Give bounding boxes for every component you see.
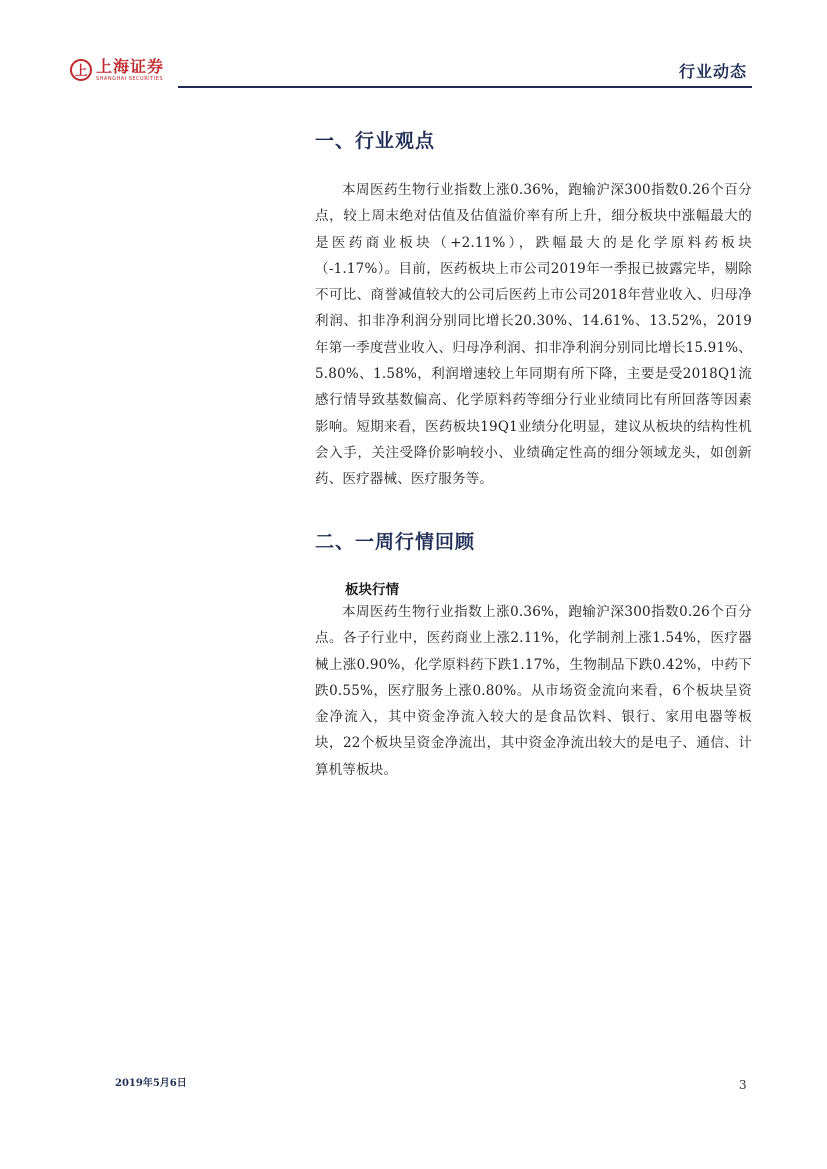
weekly-review-paragraph: 本周医药生物行业指数上涨0.36%，跑输沪深300指数0.26个百分点。各子行业中，医药商业上涨2.11%，化学制剂上涨1.54%，医疗器械上涨0.90%，化学原料药下跌1.17%，生物制品下跌0.42%，中药下跌0.55%，医疗服务上涨0.80%。从市场资金流向来看，6个板块呈资金净流入，其中资金净流入较大的是食品饮料、银行、家用电器等板块，22个板块呈资金净流出，其中资金净流出较大的是电子、通信、计算机等板块。 <box>315 604 752 778</box>
report-type-title: 行业动态 <box>678 62 747 81</box>
header-divider <box>178 86 752 88</box>
logo-chinese-name: 上海证券 <box>96 57 165 76</box>
section-heading-industry-view: 一、行业观点 <box>315 130 436 152</box>
logo-emblem-icon: 上 <box>70 59 92 81</box>
footer-date: 2019年5月6日 <box>115 1078 187 1089</box>
page-number: 3 <box>739 1078 747 1092</box>
company-logo <box>70 58 164 82</box>
logo-english-name: SHANGHAI SECURITIES <box>96 76 164 82</box>
subheading-sector-market: 板块行情 <box>345 582 399 598</box>
industry-view-paragraph: 本周医药生物行业指数上涨0.36%，跑输沪深300指数0.26个百分点，较上周末绝对估值及估值溢价率有所上升，细分板块中涨幅最大的是医药商业板块（+2.11%），跌幅最大的是化学原料药板块（-1.17%）。目前，医药板块上市公司2019年一季报已披露完毕，剔除不可比、商誉减值较大的公司后医药上市公司2018年营业收入、归母净利润、扣非净利润分别同比增长20.30%、14.61%、13.52%，2019年第一季度营业收入、归母净利润、扣非净利润分别同比增长15.91%、5.80%、1.58%，利润增速较上年同期有所下降，主要是受2018Q1流感行情导致基数偏高、化学原料药等细分行业业绩同比有所回落等因素影响。短期来看，医药板块19Q1业绩分化明显，建议从板块的结构性机会入手，关注受降价影响较小、业绩确定性高的细分领域龙头，如创新药、医疗器械、医疗服务等。 <box>315 182 752 488</box>
logo-wordmark <box>96 58 164 82</box>
section-heading-weekly-review: 二、一周行情回顾 <box>315 531 476 553</box>
